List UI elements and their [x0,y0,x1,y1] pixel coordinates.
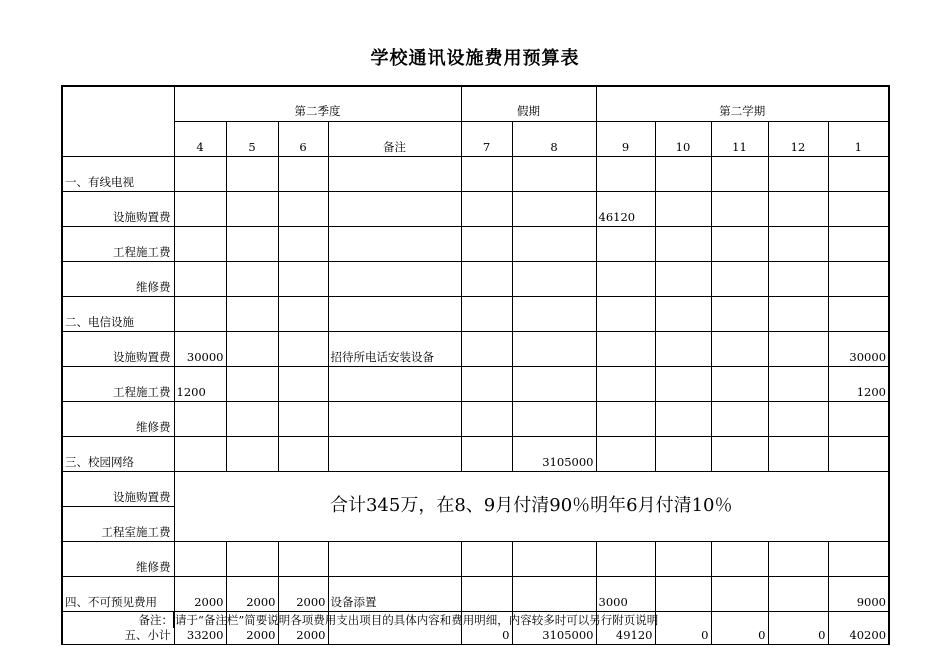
cell[interactable] [328,192,461,227]
table-row [62,402,889,437]
row-label[interactable]: 维修费 [62,542,174,577]
cell[interactable] [512,157,596,192]
cell-value[interactable]: 2000 [278,612,328,645]
cell[interactable] [596,157,655,192]
cell[interactable] [655,157,711,192]
header-row-columns [62,122,889,157]
cell[interactable] [461,227,512,262]
footer-text: 请于“备注栏”简要说明各项费用支出项目的具体内容和费用明细，内容较多时可以另行附页说明 [175,613,659,627]
row-label-telecom[interactable]: 二、电信设施 [62,297,174,332]
cell[interactable] [278,402,328,437]
cell[interactable] [328,542,461,577]
header-col-10[interactable]: 10 [655,122,711,157]
cell[interactable] [461,157,512,192]
cell[interactable] [226,227,278,262]
cell[interactable] [278,332,328,367]
cell[interactable] [278,437,328,472]
cell-note[interactable]: 招待所电话安装设备 [328,332,461,367]
cell[interactable] [596,227,655,262]
table-row [62,192,889,227]
cell[interactable] [768,157,828,192]
header-col-note[interactable]: 备注 [328,122,461,157]
cell[interactable] [174,437,226,472]
cell[interactable] [655,227,711,262]
cell[interactable] [512,227,596,262]
row-label[interactable]: 工程施工费 [62,227,174,262]
cell[interactable] [226,262,278,297]
cell[interactable] [174,542,226,577]
cell[interactable] [461,367,512,402]
cell-value[interactable]: 49120 [596,612,655,645]
cell[interactable] [596,367,655,402]
cell[interactable] [655,332,711,367]
cell[interactable] [174,297,226,332]
cell[interactable] [328,262,461,297]
cell-value[interactable]: 1200 [174,367,226,402]
cell[interactable] [828,542,889,577]
cell[interactable] [596,332,655,367]
cell-value[interactable]: 2000 [278,577,328,612]
header-col-7[interactable]: 7 [461,122,512,157]
cell[interactable] [174,192,226,227]
budget-table [61,85,890,645]
cell[interactable] [655,542,711,577]
cell[interactable] [226,157,278,192]
cell[interactable] [278,367,328,402]
merged-total-note[interactable]: 合计345万，在8、9月付清90％明年6月付清10％ [174,472,889,542]
cell[interactable] [512,402,596,437]
row-label[interactable]: 设施购置费 [62,192,174,227]
cell[interactable] [768,402,828,437]
cell-value[interactable]: 46120 [596,192,655,227]
cell-value[interactable]: 0 [461,612,512,645]
row-label[interactable]: 维修费 [62,402,174,437]
cell[interactable] [226,542,278,577]
table-row [62,332,889,367]
cell[interactable] [768,262,828,297]
cell[interactable] [461,297,512,332]
cell[interactable] [768,437,828,472]
cell[interactable] [711,157,768,192]
header-col-11[interactable]: 11 [711,122,768,157]
header-group-q2[interactable]: 第二季度 [174,86,461,122]
header-corner-cell[interactable] [62,86,174,157]
cell[interactable] [174,227,226,262]
cell[interactable] [328,437,461,472]
cell[interactable] [711,402,768,437]
header-group-holiday[interactable]: 假期 [461,86,596,122]
cell[interactable] [461,402,512,437]
cell[interactable] [711,192,768,227]
cell[interactable] [278,227,328,262]
table-row [62,577,889,612]
cell-value[interactable]: 2000 [174,577,226,612]
cell[interactable] [278,297,328,332]
cell-value[interactable]: 9000 [828,577,889,612]
cell[interactable] [226,402,278,437]
cell[interactable] [711,227,768,262]
cell[interactable] [655,192,711,227]
header-col-12[interactable]: 12 [768,122,828,157]
table-row [62,157,889,192]
header-col-6[interactable]: 6 [278,122,328,157]
cell[interactable] [828,192,889,227]
row-label-subtotal[interactable]: 五、小计 [62,612,174,645]
cell[interactable] [828,157,889,192]
cell[interactable] [596,262,655,297]
header-col-4[interactable]: 4 [174,122,226,157]
cell[interactable] [655,402,711,437]
cell[interactable] [828,297,889,332]
row-label[interactable]: 工程施工费 [62,367,174,402]
cell[interactable] [711,437,768,472]
cell[interactable] [828,262,889,297]
cell[interactable] [328,367,461,402]
cell-value[interactable]: 0 [711,612,768,645]
cell[interactable] [768,192,828,227]
cell[interactable] [711,542,768,577]
cell[interactable] [328,157,461,192]
table-row [62,437,889,472]
footer-label: 备注： [138,613,173,627]
cell[interactable] [512,542,596,577]
cell[interactable] [278,542,328,577]
cell[interactable] [226,367,278,402]
cell-value[interactable]: 33200 [174,612,226,645]
cell-value[interactable]: 0 [768,612,828,645]
cell[interactable] [596,297,655,332]
cell-value[interactable]: 30000 [828,332,889,367]
cell[interactable] [461,192,512,227]
cell[interactable] [174,262,226,297]
row-label[interactable]: 工程室施工费 [62,507,174,542]
cell[interactable] [328,227,461,262]
cell[interactable] [328,297,461,332]
cell[interactable] [174,157,226,192]
cell-value[interactable]: 2000 [226,577,278,612]
cell[interactable] [461,332,512,367]
cell[interactable] [768,332,828,367]
cell[interactable] [711,577,768,612]
table-row [62,227,889,262]
cell[interactable] [655,297,711,332]
cell[interactable] [512,297,596,332]
cell[interactable] [512,262,596,297]
cell-value[interactable]: 30000 [174,332,226,367]
cell-value[interactable]: 0 [655,612,711,645]
cell[interactable] [768,542,828,577]
row-label-cable-tv[interactable]: 一、有线电视 [62,157,174,192]
cell[interactable] [828,227,889,262]
cell[interactable] [226,437,278,472]
cell[interactable] [655,367,711,402]
header-col-9[interactable]: 9 [596,122,655,157]
cell[interactable] [512,367,596,402]
table-row [62,472,889,507]
cell[interactable] [711,297,768,332]
header-col-1[interactable]: 1 [828,122,889,157]
cell[interactable] [278,157,328,192]
cell[interactable] [596,402,655,437]
cell[interactable] [768,577,828,612]
cell[interactable] [461,437,512,472]
row-label[interactable]: 维修费 [62,262,174,297]
cell[interactable] [768,227,828,262]
table-row [62,542,889,577]
cell[interactable] [828,437,889,472]
cell[interactable] [226,297,278,332]
row-label-contingency[interactable]: 四、不可预见费用 [62,577,174,612]
cell-value[interactable]: 1200 [828,367,889,402]
cell[interactable] [512,332,596,367]
header-col-8[interactable]: 8 [512,122,596,157]
table-row [62,297,889,332]
footer-remark [61,612,888,628]
cell[interactable] [512,192,596,227]
cell[interactable] [596,437,655,472]
cell[interactable] [768,297,828,332]
cell[interactable] [655,437,711,472]
cell-value[interactable]: 3000 [596,577,655,612]
cell[interactable] [278,192,328,227]
cell-value[interactable]: 3105000 [512,612,596,645]
row-label[interactable]: 设施购置费 [62,472,174,507]
cell[interactable] [328,402,461,437]
cell[interactable] [655,262,711,297]
cell[interactable] [226,192,278,227]
cell[interactable] [512,577,596,612]
header-row-groups [62,86,889,122]
cell[interactable] [596,542,655,577]
table-row [62,262,889,297]
header-col-5[interactable]: 5 [226,122,278,157]
page-title: 学校通讯设施费用预算表 [370,48,580,69]
cell[interactable] [711,262,768,297]
header-group-semester2[interactable]: 第二学期 [596,86,889,122]
cell[interactable] [461,577,512,612]
row-label[interactable]: 设施购置费 [62,332,174,367]
cell[interactable] [461,542,512,577]
cell-value[interactable]: 40200 [828,612,889,645]
cell[interactable] [174,402,226,437]
table-row [62,367,889,402]
cell[interactable] [711,332,768,367]
row-label-campus-network[interactable]: 三、校园网络 [62,437,174,472]
cell[interactable] [828,402,889,437]
cell[interactable] [768,367,828,402]
cell[interactable] [278,262,328,297]
footer-divider [173,612,174,628]
cell-note[interactable]: 设备添置 [328,577,461,612]
cell-value[interactable]: 2000 [226,612,278,645]
cell[interactable] [461,262,512,297]
cell-value[interactable]: 3105000 [512,437,596,472]
cell[interactable] [226,332,278,367]
cell[interactable] [655,577,711,612]
cell[interactable] [711,367,768,402]
